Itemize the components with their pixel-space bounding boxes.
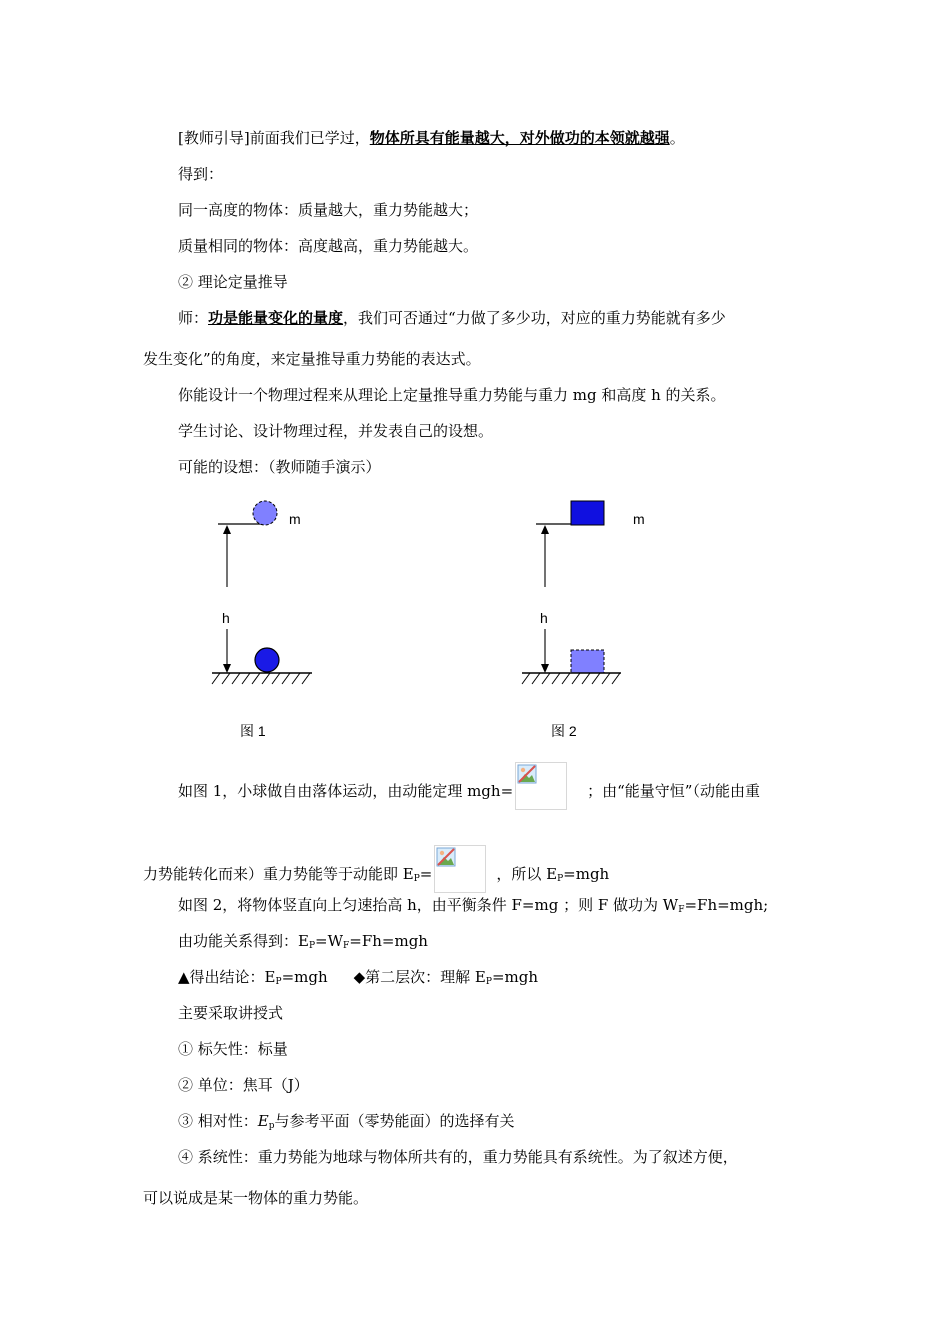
kinetic-theorem-text: 如图 1，小球做自由落体运动，由动能定理 mgh=	[178, 782, 514, 800]
relativity-text: 与参考平面（零势能面）的选择有关	[274, 1112, 515, 1130]
fig1-ground-hatching	[212, 673, 310, 684]
fig1-up-arrowhead	[223, 525, 231, 534]
student-discussion-line: 学生讨论、设计物理过程，并发表自己的设想。	[178, 422, 494, 440]
relativity-label: ③ 相对性：	[178, 1112, 258, 1130]
wf-subscript: F	[678, 905, 685, 915]
potential-kinetic-text: 力势能转化而来）重力势能等于动能即 E	[143, 865, 414, 883]
fig1-ball-bottom	[255, 648, 279, 672]
section-heading-derivation: ② 理论定量推导	[178, 273, 288, 291]
lift-text: 如图 2，将物体竖直向上匀速抬高 h，由平衡条件 F=mg ；则 F 做功为 W	[178, 896, 679, 914]
mgh-text: =mgh	[563, 865, 610, 883]
fig2-down-arrowhead	[541, 664, 549, 673]
second-level-formula: =mgh	[491, 968, 539, 986]
relation-result: =Fh=mgh	[349, 932, 428, 950]
ep-subscript: P	[485, 977, 492, 987]
conclusion-line	[178, 966, 538, 993]
broken-image-icon	[434, 845, 486, 893]
teacher-question-line	[178, 307, 726, 329]
intro-emphasis: 物体所具有能量越大，对外做功的本领就越强	[369, 129, 670, 147]
fig1-mass-label: m	[289, 511, 301, 527]
figure1-derivation-line	[178, 762, 760, 810]
ep-symbol: E	[257, 1112, 269, 1130]
teaching-method-line: 主要采取讲授式	[178, 1004, 284, 1022]
teacher-question-text: ，我们可否通过“力做了多少功，对应的重力势能就有多少	[343, 309, 726, 327]
design-question-line: 你能设计一个物理过程来从理论上定量推导重力势能与重力 mg 和高度 h 的关系。	[178, 386, 726, 404]
broken-image-icon	[515, 762, 567, 810]
potential-equals-kinetic-line	[143, 845, 609, 893]
ep-subscript: p	[268, 1121, 275, 1131]
fig2-caption: 图 2	[551, 723, 577, 739]
fig1-height-label: h	[222, 610, 230, 626]
possible-idea-line: 可能的设想：（教师随手演示）	[178, 458, 381, 476]
wf-subscript: F	[343, 941, 350, 951]
fig1-ball-top	[253, 501, 277, 525]
fig2-mass-label: m	[633, 511, 645, 527]
same-height-line: 同一高度的物体：质量越大，重力势能越大；	[178, 201, 479, 219]
relativity-line	[178, 1110, 515, 1137]
fig2-up-arrowhead	[541, 525, 549, 534]
fig2-height-label: h	[540, 610, 548, 626]
work-energy-relation-line	[178, 930, 428, 957]
relation-text: 由功能关系得到：E	[178, 932, 309, 950]
work-energy-emphasis: 功是能量变化的量度	[208, 309, 344, 327]
work-result-text: =Fh=mgh;	[684, 896, 769, 914]
free-fall-and-lift-figures	[0, 490, 950, 750]
fig2-block-bottom	[571, 650, 604, 673]
intro-text: [教师引导]前面我们已学过，	[178, 129, 370, 147]
system-property-continued: 可以说成是某一物体的重力势能。	[143, 1189, 369, 1207]
relation-w: =W	[315, 932, 344, 950]
ep-subscript: P	[275, 977, 282, 987]
figure-2	[522, 501, 645, 739]
fig2-block-top	[571, 501, 604, 525]
teacher-label: 师：	[178, 309, 209, 327]
obtain-line: 得到：	[178, 165, 224, 183]
same-mass-line: 质量相同的物体：高度越高，重力势能越大。	[178, 237, 479, 255]
therefore-text: ，所以 E	[496, 865, 558, 883]
intro-period: 。	[669, 129, 685, 147]
system-property-line: ④ 系统性：重力势能为地球与物体所共有的，重力势能具有系统性。为了叙述方便，	[178, 1148, 738, 1166]
teacher-question-continued: 发生变化”的角度，来定量推导重力势能的表达式。	[143, 350, 481, 368]
figure-1	[212, 501, 312, 739]
ep-subscript: P	[308, 941, 316, 951]
ep-subscript: P	[557, 874, 564, 884]
conclusion-formula: =mgh	[281, 968, 328, 986]
unit-line: ② 单位：焦耳（J）	[178, 1076, 309, 1094]
fig1-caption: 图 1	[240, 723, 266, 739]
equals-sign: =	[419, 865, 433, 883]
scalar-property-line: ① 标矢性：标量	[178, 1040, 288, 1058]
conclusion-text: ▲得出结论：E	[178, 968, 276, 986]
ep-subscript: P	[413, 874, 420, 884]
energy-conservation-text: ；由“能量守恒”（动能由重	[587, 782, 760, 800]
figure2-derivation-line	[178, 894, 768, 921]
teacher-intro-line	[178, 127, 685, 149]
fig1-down-arrowhead	[223, 664, 231, 673]
fig2-ground-hatching	[522, 673, 620, 684]
second-level-text: ◆第二层次：理解 E	[353, 968, 486, 986]
